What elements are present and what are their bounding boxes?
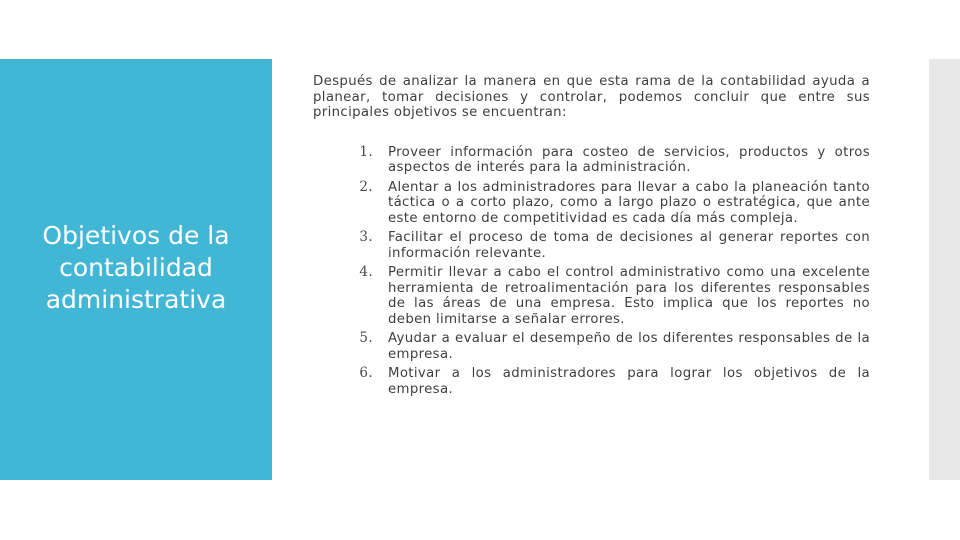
list-item-text: Facilitar el proceso de toma de decisiones al generar reportes con información relevante. [388,230,870,261]
slide-content [313,74,870,401]
list-item [313,366,870,397]
objectives-list [313,145,870,398]
list-item [313,331,870,362]
list-item-text: Ayudar a evaluar el desempeño de los diferentes responsables de la empresa. [388,331,870,362]
slide-title: Objetivos de la contabilidad administrativa [42,221,230,314]
list-number: 4. [359,264,373,280]
list-item-text: Alentar a los administradores para llevar a cabo la planeación tanto táctica o a corto plazo, como a largo plazo o estratégica, que ante este entorno de competitividad es cada día más compleja. [388,179,870,226]
list-number: 1. [359,143,373,160]
list-item [313,145,870,176]
list-number: 2. [359,178,373,195]
intro-paragraph: Después de analizar la manera en que esta rama de la contabilidad ayuda a planear, tomar decisiones y controlar, podemos concluir que entre sus principales objetivos se encuentran: [313,74,870,120]
list-item [313,180,870,227]
list-item-text: Motivar a los administradores para lograr los objetivos de la empresa. [388,366,870,397]
title-panel [0,59,272,480]
list-item-text: Permitir llevar a cabo el control administrativo como una excelente herramienta de retroalimentación para los diferentes responsables de las áreas de una empresa. Esto implica que los reportes no deben limitarse a señalar errores. [388,265,870,327]
scrollbar-strip [929,59,960,480]
list-number: 5. [359,330,373,346]
list-item [313,230,870,261]
list-number: 6. [359,365,373,381]
list-number: 3. [359,229,373,245]
list-item [313,265,870,327]
list-item-text: Proveer información para costeo de servicios, productos y otros aspectos de interés para la administración. [388,144,870,175]
